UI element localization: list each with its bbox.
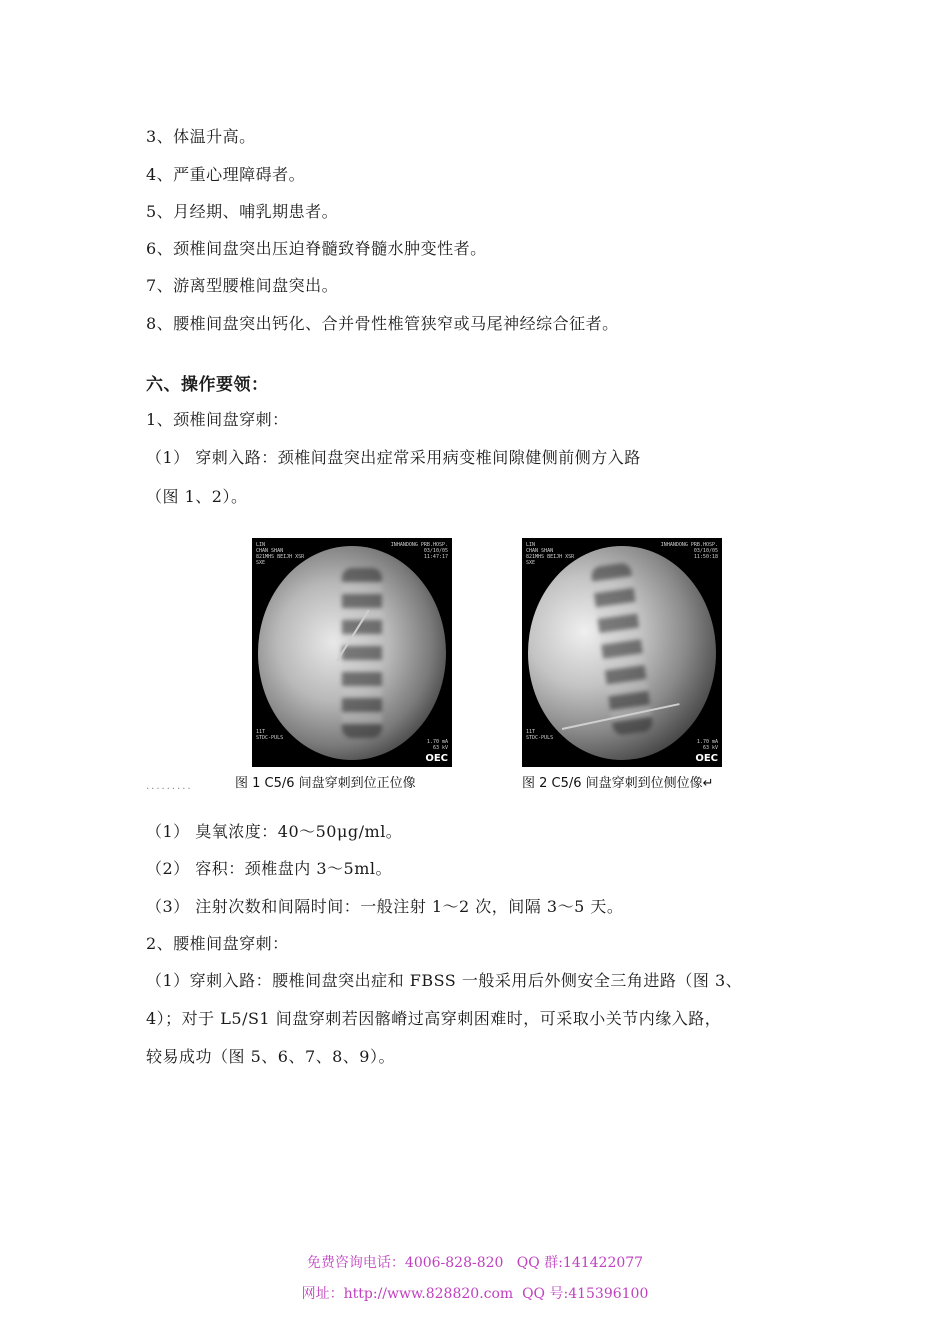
lumbar-line-3: 较易成功（图 5、6、7、8、9）。 [146,1047,395,1066]
contra-item-8: 8、腰椎间盘突出钙化、合并骨性椎管狭窄或马尾神经综合征者。 [146,314,619,333]
hud-bottom-left: 11T STDC-PULS [256,729,284,741]
figure-1-xray-image [252,538,452,767]
xray-spine [342,568,382,738]
hud-top-right: INHANDONG PRB.HOSP. 03/10/05 11:50:18 [660,542,718,560]
param-volume: （2） 容积：颈椎盘内 3～5ml。 [146,859,393,878]
footer-contact-phone: 免费咨询电话：4006-828-820 QQ 群:141422077 [306,1255,644,1271]
section-heading: 六、操作要领： [146,375,269,395]
hud-top-right: INHANDONG PRB.HOSP. 03/10/05 11:47:17 [390,542,448,560]
param-concentration: （1） 臭氧浓度：40～50μg/ml。 [146,822,403,841]
hud-bottom-right: 1.70 mA 63 kV [696,739,718,751]
cervical-title: 1、颈椎间盘穿刺： [146,410,289,429]
contra-item-5: 5、月经期、哺乳期患者。 [146,202,339,221]
param-injections: （3） 注射次数和间隔时间：一般注射 1～2 次，间隔 3～5 天。 [146,897,624,916]
lumbar-title: 2、腰椎间盘穿刺： [146,934,289,953]
hud-top-left: LIN CHAN SHAN 821MHS BEIJH XSR SXE [526,542,575,566]
leader-dots: ········· [146,784,193,795]
figure-1-caption: 图 1 C5/6 间盘穿刺到位正位像 [235,776,416,791]
contra-item-4: 4、严重心理障碍者。 [146,165,306,184]
hud-bottom-right: 1.70 mA 63 kV [426,739,448,751]
cervical-entry-line-2: （图 1、2）。 [146,487,248,506]
figure-2-xray-image [522,538,722,767]
oec-logo: OEC [425,753,448,764]
oec-logo: OEC [695,753,718,764]
lumbar-line-1: （1）穿刺入路：腰椎间盘突出症和 FBSS 一般采用后外侧安全三角进路（图 3、 [146,971,743,990]
hud-top-left: LIN CHAN SHAN 821MHS BEIJH XSR SXE [256,542,305,566]
figure-2-caption: 图 2 C5/6 间盘穿刺到位侧位像↵ [522,776,714,791]
lumbar-line-2: 4）；对于 L5/S1 间盘穿刺若因髂嵴过高穿刺困难时，可采取小关节内缘入路， [146,1009,722,1028]
footer-website[interactable]: 网址：http://www.828820.com QQ 号:415396100 [301,1286,649,1302]
hud-bottom-left: 11T STDC-PULS [526,729,554,741]
cervical-entry-line-1: （1） 穿刺入路：颈椎间盘突出症常采用病变椎间隙健侧前侧方入路 [146,448,641,467]
contra-item-6: 6、颈椎间盘突出压迫脊髓致脊髓水肿变性者。 [146,239,487,258]
contra-item-7: 7、游离型腰椎间盘突出。 [146,276,339,295]
contra-item-3: 3、体温升高。 [146,127,256,146]
